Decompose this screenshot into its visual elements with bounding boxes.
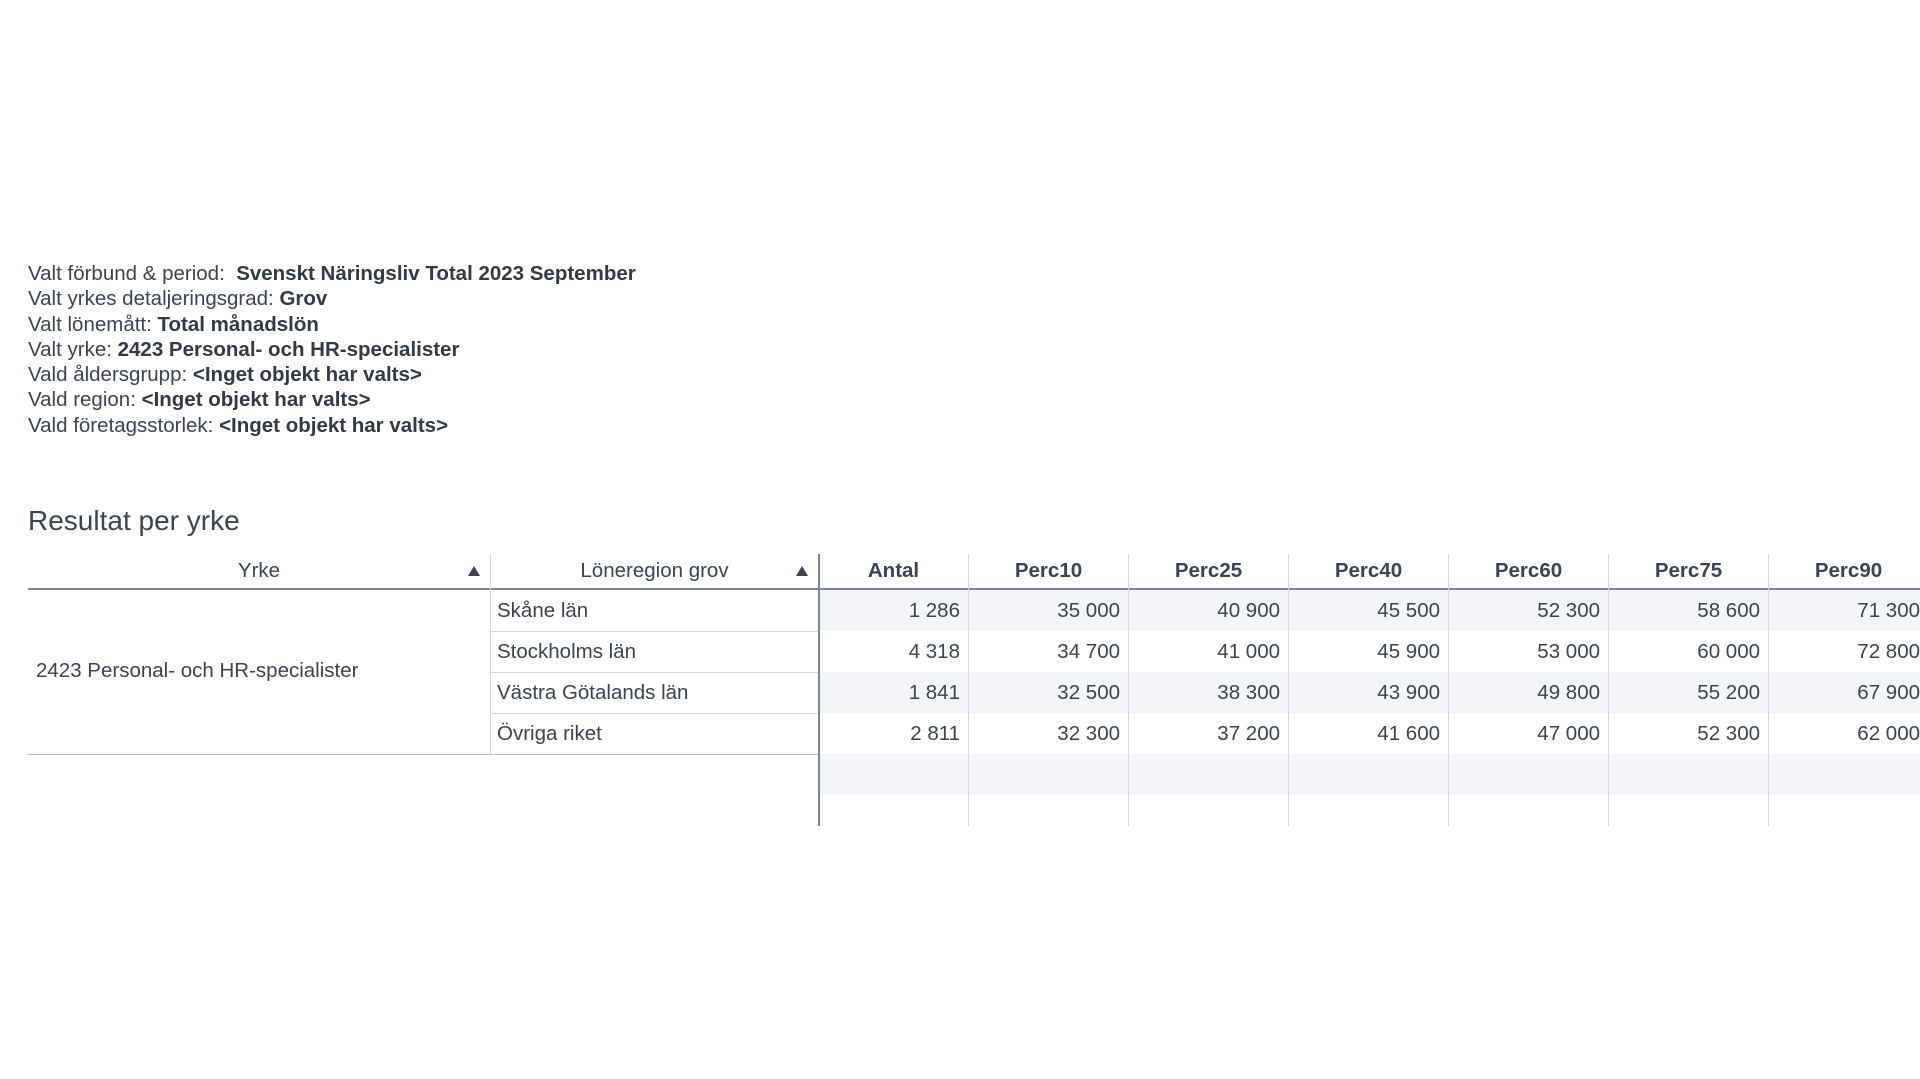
cell-antal: 4 318 <box>908 640 960 663</box>
cell-perc90: 71 300 <box>1857 599 1920 622</box>
pivot-table <box>28 554 1920 826</box>
cell-perc90: 67 900 <box>1857 681 1920 704</box>
cell-perc75: 55 200 <box>1697 681 1760 704</box>
cell-perc40: 43 900 <box>1377 681 1440 704</box>
cell-region[interactable]: Västra Götalands län <box>497 681 689 704</box>
column-header-antal[interactable]: Antal <box>867 559 920 582</box>
cell-perc60: 53 000 <box>1537 640 1600 663</box>
column-header-perc90[interactable]: Perc90 <box>1814 559 1883 582</box>
cell-perc10: 34 700 <box>1057 640 1120 663</box>
cell-perc60: 47 000 <box>1537 722 1600 745</box>
section-title: Resultat per yrke <box>28 505 240 536</box>
cell-perc10: 32 300 <box>1057 722 1120 745</box>
cell-antal: 1 841 <box>908 681 960 704</box>
cell-region[interactable]: Skåne län <box>497 599 589 622</box>
cell-perc75: 58 600 <box>1697 599 1760 622</box>
selection-line-company-size: Vald företagsstorlek: <Inget objekt har valts> <box>28 413 449 437</box>
cell-perc75: 52 300 <box>1697 722 1760 745</box>
cell-perc25: 40 900 <box>1217 599 1280 622</box>
column-divider <box>490 554 491 754</box>
cell-region[interactable]: Stockholms län <box>497 640 637 663</box>
cell-perc25: 38 300 <box>1217 681 1280 704</box>
column-header-perc60[interactable]: Perc60 <box>1494 559 1563 582</box>
row-divider <box>28 754 818 755</box>
cell-perc10: 35 000 <box>1057 599 1120 622</box>
cell-yrke[interactable]: 2423 Personal- och HR-specialister <box>36 659 359 682</box>
cell-antal: 1 286 <box>908 599 960 622</box>
cell-perc25: 37 200 <box>1217 722 1280 745</box>
cell-perc25: 41 000 <box>1217 640 1280 663</box>
sort-ascending-icon[interactable] <box>796 566 808 576</box>
selection-line-occupation: Valt yrke: 2423 Personal- och HR-specialister <box>28 337 460 361</box>
cell-perc90: 62 000 <box>1857 722 1920 745</box>
column-header-loneregion[interactable]: Löneregion grov <box>491 554 818 588</box>
column-header-perc40[interactable]: Perc40 <box>1334 559 1403 582</box>
column-header-perc75[interactable]: Perc75 <box>1654 559 1723 582</box>
column-header-perc25[interactable]: Perc25 <box>1174 559 1243 582</box>
cell-perc40: 45 500 <box>1377 599 1440 622</box>
cell-perc40: 41 600 <box>1377 722 1440 745</box>
sort-ascending-icon[interactable] <box>468 566 480 576</box>
cell-perc75: 60 000 <box>1697 640 1760 663</box>
cell-perc60: 52 300 <box>1537 599 1600 622</box>
selection-line-age-group: Vald åldersgrupp: <Inget objekt har valts> <box>28 363 422 387</box>
cell-perc40: 45 900 <box>1377 640 1440 663</box>
column-header-perc10[interactable]: Perc10 <box>1014 559 1083 582</box>
selection-line-detail-level: Valt yrkes detaljeringsgrad: Grov <box>28 287 328 311</box>
cell-perc90: 72 800 <box>1857 640 1920 663</box>
cell-perc10: 32 500 <box>1057 681 1120 704</box>
cell-region[interactable]: Övriga riket <box>497 722 602 745</box>
selection-line-wage-measure: Valt lönemått: Total månadslön <box>28 312 319 336</box>
row-band <box>819 754 1920 795</box>
selection-line-region: Vald region: <Inget objekt har valts> <box>28 388 371 412</box>
cell-antal: 2 811 <box>910 722 960 745</box>
selection-summary <box>28 261 636 438</box>
selection-line-period: Valt förbund & period: Svenskt Näringsliv Total 2023 September <box>28 262 636 285</box>
cell-perc60: 49 800 <box>1537 681 1600 704</box>
column-header-yrke[interactable]: Yrke <box>28 554 490 588</box>
